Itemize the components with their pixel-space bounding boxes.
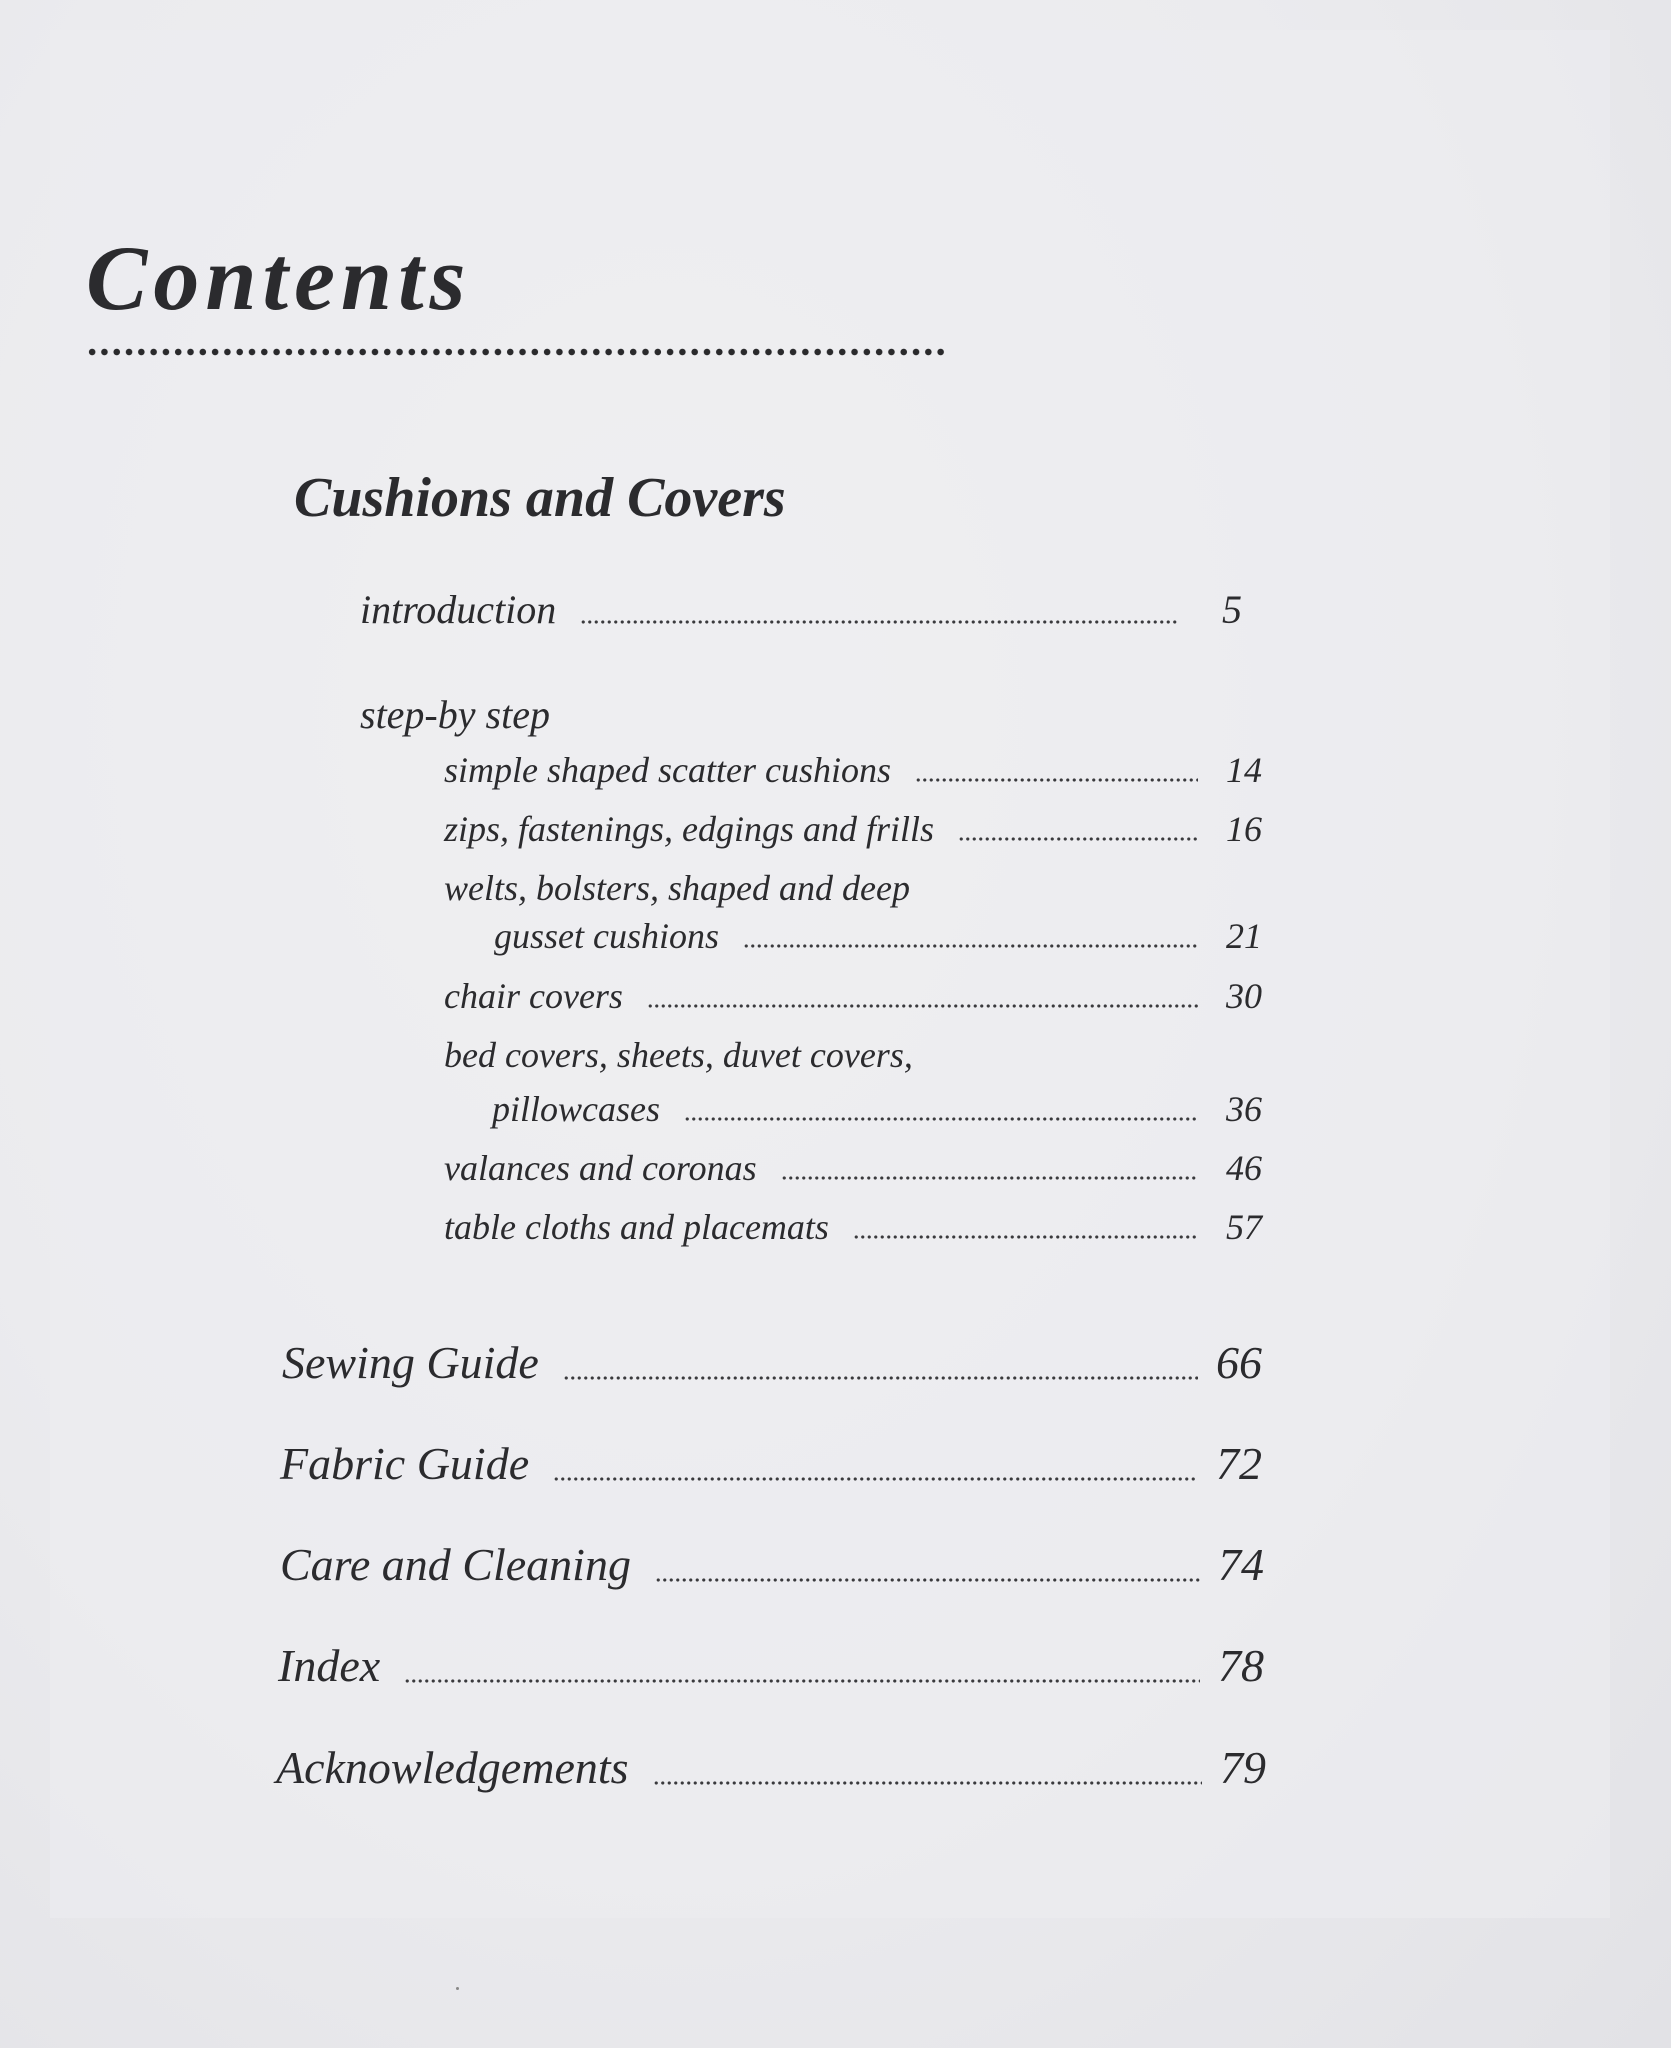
toc-entry-care-and-cleaning[interactable]	[280, 1539, 1264, 1590]
toc-entry-label: Acknowledgements	[276, 1742, 629, 1793]
dot-leader	[958, 837, 1198, 841]
toc-entry-sewing-guide[interactable]	[282, 1337, 1262, 1388]
section-title: Cushions and Covers	[294, 467, 786, 529]
toc-entry-zips-fastenings[interactable]	[444, 811, 1262, 847]
dot-leader	[655, 1578, 1200, 1582]
toc-entry-label: Care and Cleaning	[280, 1539, 631, 1590]
toc-entry-table-cloths-and-placemats[interactable]	[444, 1209, 1262, 1245]
toc-subheading: step-by step	[360, 692, 550, 737]
dot-leader	[553, 1477, 1198, 1481]
dot-leader	[915, 778, 1198, 782]
toc-page-number: 78	[1218, 1640, 1264, 1691]
toc-entry-label: simple shaped scatter cushions	[444, 750, 891, 790]
dot-leader	[653, 1781, 1202, 1785]
toc-entry-label: valances and coronas	[444, 1148, 757, 1188]
toc-page-number: 72	[1216, 1438, 1262, 1489]
toc-page-number: 66	[1216, 1337, 1262, 1388]
toc-page-number: 46	[1226, 1148, 1262, 1188]
toc-entry-label: zips, fastenings, edgings and frills	[444, 809, 935, 849]
dot-leader	[647, 1004, 1198, 1008]
toc-page-number: 14	[1226, 750, 1262, 790]
toc-entry-valances-and-coronas[interactable]	[444, 1150, 1262, 1186]
paper-speck	[456, 1987, 459, 1990]
dot-leader	[563, 1376, 1198, 1380]
toc-entry-label-line1: bed covers, sheets, duvet covers,	[444, 1035, 913, 1075]
toc-entry-chair-covers[interactable]	[444, 978, 1262, 1014]
toc-entry-label: chair covers	[444, 976, 623, 1016]
dot-leader	[781, 1176, 1198, 1180]
dotted-rule	[86, 348, 946, 356]
dot-leader	[743, 944, 1198, 948]
toc-entry-label: table cloths and placemats	[444, 1207, 829, 1247]
toc-page-number: 57	[1226, 1207, 1262, 1247]
toc-page-number: 79	[1220, 1742, 1266, 1793]
contents-heading: Contents	[86, 227, 472, 329]
toc-entry-welts-bolsters[interactable]	[494, 918, 1262, 954]
toc-entry-label: Sewing Guide	[282, 1337, 539, 1388]
toc-entry-acknowledgements[interactable]	[276, 1742, 1266, 1793]
toc-entry-index[interactable]	[278, 1640, 1264, 1691]
toc-entry-label: Index	[278, 1640, 381, 1691]
toc-page-number: 21	[1226, 916, 1262, 956]
toc-entry-introduction[interactable]	[360, 587, 1242, 632]
dot-leader	[853, 1235, 1198, 1239]
toc-page-number: 36	[1226, 1089, 1262, 1129]
dot-leader	[404, 1679, 1200, 1683]
toc-page-number: 5	[1222, 587, 1242, 632]
toc-entry-label: pillowcases	[492, 1089, 660, 1129]
toc-entry-label: gusset cushions	[494, 916, 719, 956]
dot-leader	[580, 620, 1178, 624]
toc-entry-bed-covers[interactable]	[492, 1091, 1262, 1127]
toc-page-number: 30	[1226, 976, 1262, 1016]
toc-entry-simple-shaped-scatter-cushions[interactable]	[444, 752, 1262, 788]
toc-entry-label: Fabric Guide	[280, 1438, 530, 1489]
toc-page-number: 74	[1218, 1539, 1264, 1590]
dot-leader	[684, 1117, 1198, 1121]
toc-entry-fabric-guide[interactable]	[280, 1438, 1262, 1489]
toc-entry-label: introduction	[360, 587, 557, 632]
toc-entry-label-line1: welts, bolsters, shaped and deep	[444, 868, 910, 908]
toc-page-number: 16	[1226, 809, 1262, 849]
